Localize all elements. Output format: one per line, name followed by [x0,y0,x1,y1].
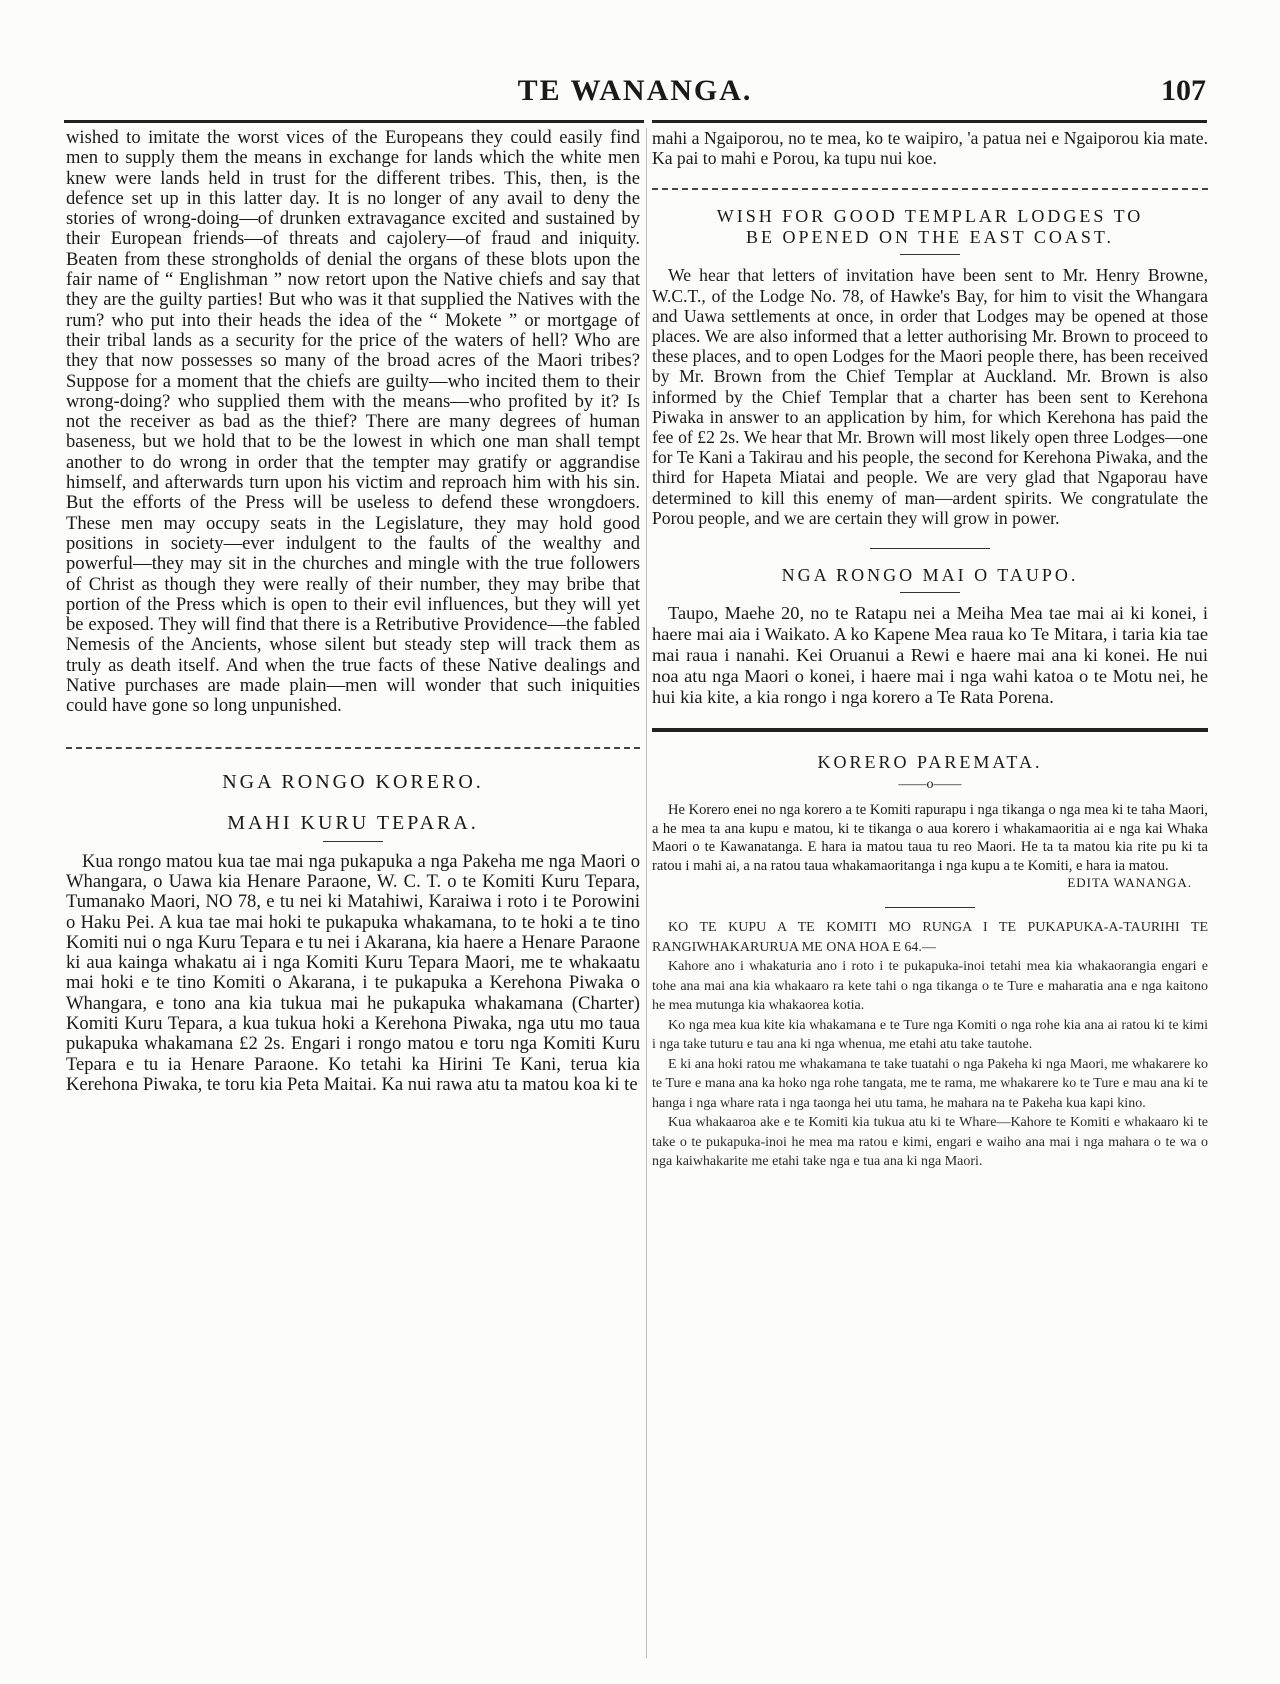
committee-report-paragraph-2: Ko nga mea kua kite kia whakamana e te Ture nga Komiti o nga rohe kia ana ai ratou ki te kimi i nga take tuturu e tau ana ki nga whenua, me etahi atu take tautohe. [652,1017,1208,1053]
paremata-heading: KORERO PAREMATA. [817,752,1043,773]
article-templar-lodges: We hear that letters of invitation have been sent to Mr. Henry Browne, W.C.T., of the Lodge No. 78, of Hawke's Bay, for him to visit the Whangara and Uawa settlements at once, in order that Lodges may be opened at those places. We are also informed that a letter authorising Mr. Brown to proceed to these places, and to open Lodges for the Maori people there, has been received by Mr. Brown from the Chief Templar at Auckland. Mr. Brown is also informed by the Chief Templar that a charter has been sent to Kerehona Piwaka in answer to an application by him, for which Kerehona has paid the fee of £2 2s. We hear that Mr. Brown will most likely open three Lodges—one for Te Kani a Takirau and his people, the second for Kerehona Piwaka, and the third for Hapeta Miatai and people. We are very glad that Ngaporau have determined to kill this enemy of man—ardent spirits. We congratulate the Porou people, and we are certain they will grow in power. [652,265,1208,528]
templar-heading-line-1: WISH FOR GOOD TEMPLAR LODGES TO [716,206,1144,227]
right-column [652,128,1208,1172]
committee-report-paragraph-3: E ki ana hoki ratou me whakamana te take tuatahi o nga Pakeha ki nga Maori, me whakarere ko te Ture e mana ana ka hoko nga rohe tangata, me te rama, me whakarere ko te Ture e mau ana ki te hanga i nga whare rata i nga taonga hei utu tama, he mahara na te Pakeha kua kapi kino. [652,1056,1208,1111]
article-mahi-kuru-tepara: Kua rongo matou kua tae mai nga pukapuka a nga Pakeha me nga Maori o Whangara, o Uawa kia Henare Paraone, W. C. T. o te Komiti Kuru Tepara, Tumanako Maori, NO 78, e tu nei ki Matahiwi, Karaiwa i roto i te Porowini o Haku Pei. A kua tae mai hoki te pukapuka whakamana, to te hoki a te tino Komiti nui o nga Kuru Tepara e tu nei i Akarana, kia haere a Henare Paraone ki aua kainga whakatu ai i nga Komiti Kuru Tepara Maori, me te whakaatu mai hoki e te tino Komiti o Akarana, i te pukapuka a Kerehona Piwaka o Whangara, e tono ana kia tukua mai he pukapuka whakamana (Charter) Komiti Kuru Tepara, a kua tukua hoki a Kerehona Piwaka, nga utu mo taua pukapuka whakamana £2 2s. Engari i rongo matou e toru nga Komiti Kuru Tepara e tu ia Henare Paraone. Ko tetahi ka Hirini Te Kani, terua kia Kerehona Piwaka, te toru kia Peta Maitai. Ka nui rawa atu ta matou koa ki te [66,850,640,1095]
templar-heading-line-2: BE OPENED ON THE EAST COAST. [745,227,1114,248]
section-divider [885,907,975,908]
heading-rule [900,592,960,593]
section-divider [870,548,990,549]
editorial-continuation: wished to imitate the worst vices of the Europeans they could easily find men to supply them the means in exchange for lands which the white men knew were lands held in trust for the different tribes. This, then, is the defence set up in this latter day. It is no longer of any avail to deny the stories of wrong-doing—of drunken extravagance excited and sustained by their European friends—of threats and cajolery—of fraud and iniquity. Beaten from these strongholds of denial the organs of these blots upon the fair name of “ Englishman ” now retort upon the Native chiefs and say that they are the guilty parties! But who was it that supplied the Natives with the rum? who put into their heads the idea of the “ Mokete ” or mortgage of their tribal lands as a security for the price of the waters of hell? Who are they that now possesses so many of the broad acres of the Maori tribes? Suppose for a moment that the chiefs are guilty—who incited them to their wrong-doing? who supplied them with the means—who profited by it? Is not the receiver as bad as the thief? There are many degrees of human baseness, but we hold that to be the lowest in which one man shall tempt another to do wrong in order that the tempter may gratify or aggrandise himself, and afterwards turn upon his victim and reproach him with his sin. But the efforts of the Press will be useless to defend these wrongdoers. These men may occupy seats in the Legislature, they may hold good positions in society—ever indulgent to the faults of the wealthy and powerful—they may sit in the churches and mingle with the true followers of Christ as though they were really of their number, they may bribe that portion of the Press which is open to their evil influences, but they will yet be exposed. They will find that there is a Retributive Providence—the fabled Nemesis of the Ancients, whose silent but steady step will track them as truly as death itself. And when the true facts of these Native dealings and Native purchases are made plain—men will wonder that such iniquities could have gone so long unpunished. [66,127,640,717]
paremata-intro: He Korero enei no nga korero a te Komiti rapurapu i nga tikanga o nga mea ki te taha Maori, a he mea ta ana kupu e matou, ki te tikanga o aua korero i whakamaoritia ai e nga kai Whaka Maori o te Kawanatanga. E hara ia matou taua tu reo Maori. He ta ta matou kia rite pu ki ta ratou i mahi ai, a na ratou taua whakamaoritanga i nga kupu a te Komiti, e hara ia matou. [652,802,1208,874]
column-divider [646,128,647,1658]
committee-report-paragraph-1: Kahore ano i whakaturia ano i roto i te pukapuka-inoi tetahi mea kia whakaorangia engari e tohe ana mai ana kia whakaaro ra kete tahi o nga tikanga o te Ture e maharatia ana e nga kaitono he mea mutunga kia whakaorea kotia. [652,959,1208,1014]
heading-ornament: ——o—— [898,777,962,793]
section-heading-nga-rongo-korero: NGA RONGO KORERO. [222,770,484,793]
committee-report-paragraph-4: Kua whakaaroa ake e te Komiti kia tukua atu ki te Whare—Kahore te Komiti e whakaaro ki te take o te pukapuka-inoi he mea ma ratou e kimi, engari e waiho ana mai i nga mahara o te wa o nga kaiwhakarite me etahi take nga e tua ana ki nga Maori. [652,1115,1208,1170]
page-number: 107 [1161,74,1206,107]
sub-heading-mahi-kuru-tepara: MAHI KURU TEPARA. [227,811,479,834]
article-taupo: Taupo, Maehe 20, no te Ratapu nei a Meiha Mea tae mai ai ki konei, i haere mai aia i Waikato. A ko Kapene Mea raua ko Te Mitara, i taria kia tae mai raua i nanahi. Kei Oruanui a Rewi e haere mai ana ki konei. He nui noa atu nga Maori o konei, i haere mai i nga wahi katoa o te Motu nei, he hui kia kite, a kia rongo i nga korero a Te Rata Porena. [652,603,1208,708]
masthead [64,74,1206,118]
header-rule-left [64,120,644,123]
committee-report-heading: KO TE KUPU A TE KOMITI MO RUNGA I TE PUKAPUKA-A-TAURIHI TE RANGIWHAKARURUA ME ONA HOA E 64.— [652,920,1208,955]
previous-article-continuation: mahi a Ngaiporou, no te mea, ko te waipiro, 'a patua nei e Ngaiporou kia mate. Ka pai to mahi e Porou, ka tupu nui koe. [652,128,1208,169]
heading-rule [323,841,383,842]
taupo-heading: NGA RONGO MAI O TAUPO. [781,565,1079,586]
heading-rule [900,254,960,255]
left-column [66,128,640,1095]
newspaper-title: TE WANANGA. [517,74,753,107]
editor-signature: EDITA WANANGA. [1067,875,1192,891]
header-rule-right [652,120,1207,123]
